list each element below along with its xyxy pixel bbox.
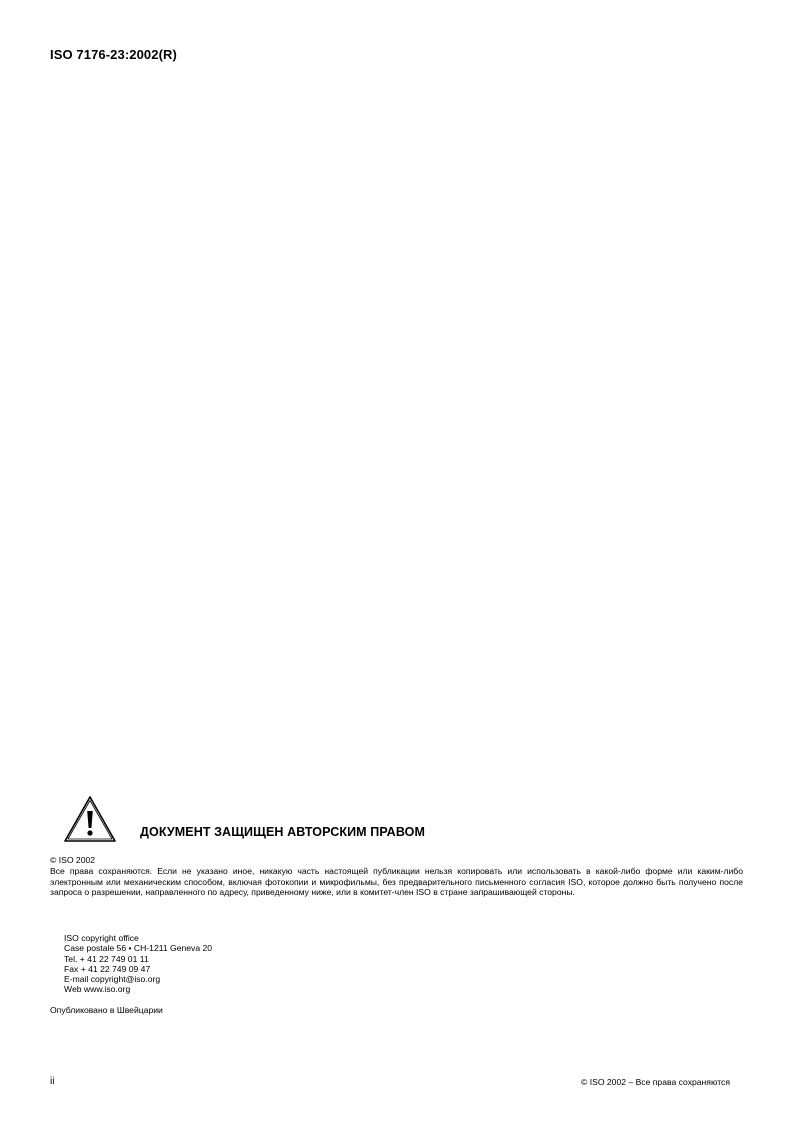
copyright-line: © ISO 2002	[50, 855, 96, 865]
address-office: ISO copyright office	[64, 933, 139, 943]
warning-triangle-icon	[63, 795, 117, 843]
address-web: Web www.iso.org	[64, 984, 131, 995]
page-number: ii	[50, 1076, 55, 1087]
rights-statement: Все права сохраняются. Если не указано иное, никакую часть настоящей публикации нельзя копировать или использовать в какой-либо форме или каким-либо электронным или механическим способом, включая фотокопии и микрофильмы, без предварительного письменного согласия ISO, которое должно быть получено после запроса о разрешении, направленного по адресу, приведенному ниже, или в комитет-член ISO в стране запрашивающей стороны.	[50, 866, 743, 898]
address-tel: Tel. + 41 22 749 01 11	[64, 953, 149, 964]
address-postal: Case postale 56 • CH-1211 Geneva 20	[64, 943, 213, 954]
document-code: ISO 7176-23:2002(R)	[50, 47, 177, 62]
address-email: E-mail copyright@iso.org	[64, 974, 161, 985]
published-note: Опубликовано в Швейцарии	[50, 1005, 163, 1015]
address-fax: Fax + 41 22 749 09 47	[64, 963, 151, 974]
copyright-heading: ДОКУМЕНТ ЗАЩИЩЕН АВТОРСКИМ ПРАВОМ	[140, 825, 425, 839]
footer-copyright: © ISO 2002 – Все права сохраняются	[580, 1077, 730, 1087]
address-block	[64, 933, 212, 995]
